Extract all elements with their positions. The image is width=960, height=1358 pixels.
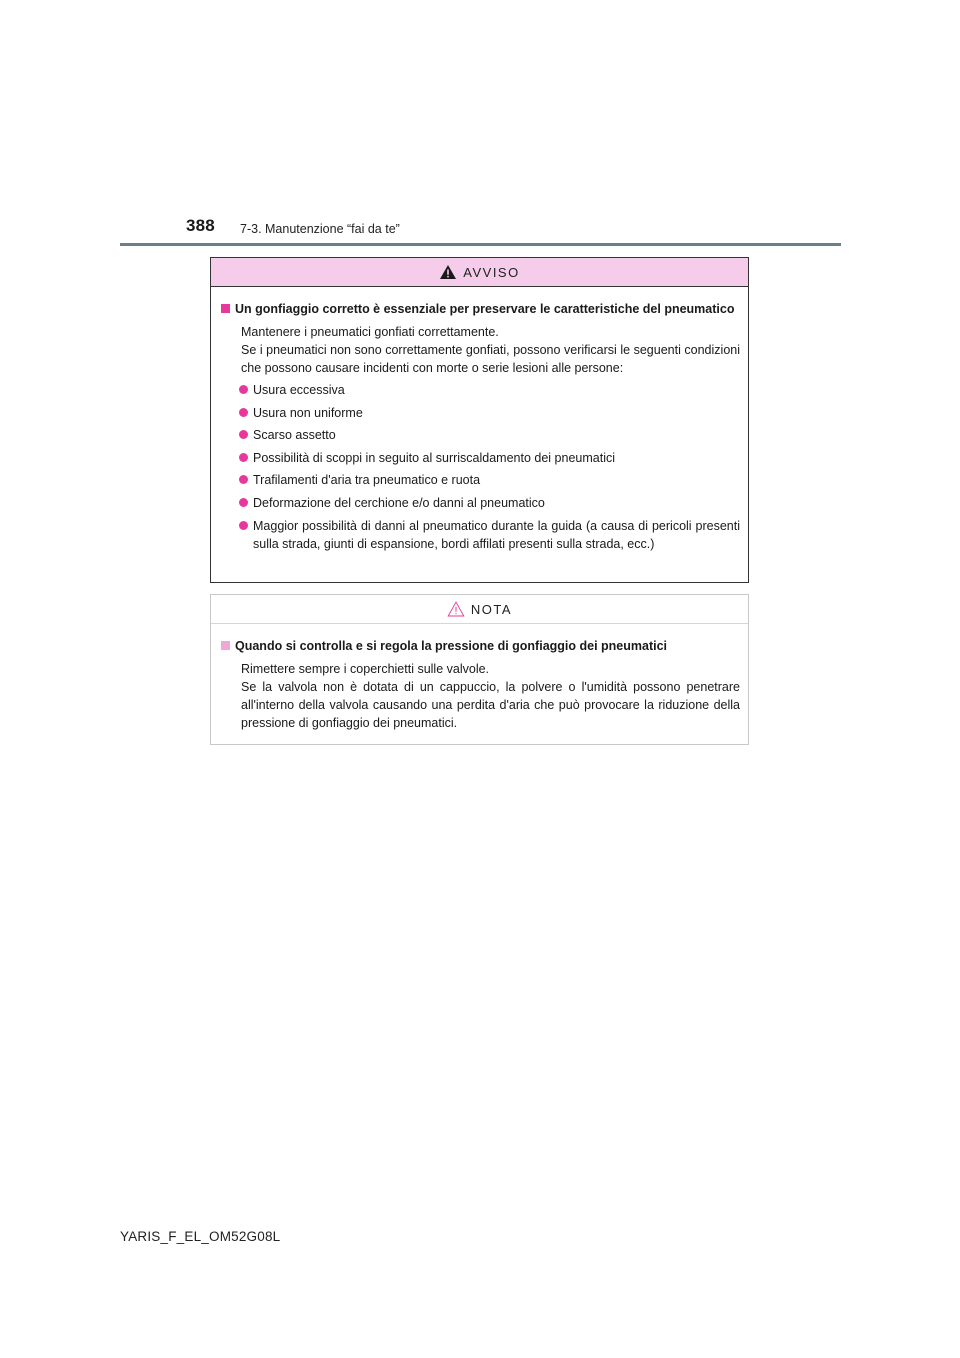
notice-text-line: Rimettere sempre i coperchietti sulle valvole.	[241, 662, 490, 676]
warning-box	[210, 257, 749, 583]
list-item	[221, 404, 740, 422]
list-item	[221, 471, 740, 489]
warning-box-header	[211, 258, 748, 287]
page-number: 388	[186, 216, 215, 235]
notice-heading-text: Quando si controlla e si regola la pressione di gonfiaggio dei pneumatici	[235, 639, 668, 653]
warning-heading	[221, 300, 740, 318]
section-title: 7-3. Manutenzione “fai da te”	[240, 222, 400, 236]
notice-label: NOTA	[470, 601, 513, 617]
circle-bullet-icon	[239, 430, 248, 439]
list-item-text: Deformazione del cerchione e/o danni al pneumatico	[253, 495, 545, 510]
list-item-text: Usura eccessiva	[253, 383, 345, 397]
warning-bullet-list	[221, 381, 740, 553]
notice-text	[221, 660, 740, 732]
warning-body	[211, 287, 748, 553]
list-item	[221, 426, 740, 444]
notice-text-line: Se la valvola non è dotata di un cappuccio, la polvere o l'umidità possono penetrare all'interno della valvola causando una perdita d'aria che può provocare la riduzione della pressione di gonfiaggio dei pneumatici.	[241, 680, 740, 730]
header-rule	[120, 243, 841, 246]
list-item-text: Possibilità di scoppi in seguito al surriscaldamento dei pneumatici	[253, 450, 615, 465]
circle-bullet-icon	[239, 385, 248, 394]
circle-bullet-icon	[239, 453, 248, 462]
document-code: YARIS_F_EL_OM52G08L	[120, 1229, 281, 1244]
warning-intro-line: Mantenere i pneumatici gonfiati correttamente.	[241, 325, 499, 339]
list-item	[221, 517, 740, 553]
warning-intro	[221, 323, 740, 377]
warning-triangle-icon	[439, 264, 457, 280]
circle-bullet-icon	[239, 498, 248, 507]
circle-bullet-icon	[239, 408, 248, 417]
notice-heading	[221, 637, 740, 655]
list-item-text: Maggior possibilità di danni al pneumatico durante la guida (a causa di pericoli presenti sulla strada, giunti di espansione, bordi affilati presenti sulla strada, ecc.)	[253, 518, 740, 551]
list-item	[221, 449, 740, 467]
list-item	[221, 381, 740, 399]
warning-heading-text: Un gonfiaggio corretto è essenziale per preservare le caratteristiche del pneumatico	[235, 302, 735, 316]
list-item	[221, 494, 740, 512]
circle-bullet-icon	[239, 475, 248, 484]
circle-bullet-icon	[239, 521, 248, 530]
square-bullet-icon	[221, 304, 230, 313]
list-item-text: Usura non uniforme	[253, 405, 363, 420]
list-item-text: Trafilamenti d'aria tra pneumatico e ruota	[253, 473, 481, 488]
list-item-text: Scarso assetto	[253, 428, 336, 443]
caution-outline-icon	[447, 601, 465, 617]
warning-label: AVVISO	[463, 264, 520, 280]
notice-box	[210, 594, 749, 745]
warning-intro-line: Se i pneumatici non sono correttamente gonfiati, possono verificarsi le seguenti condizioni che possono causare incidenti con morte o serie lesioni alle persone:	[241, 343, 740, 375]
notice-body	[211, 624, 748, 732]
square-bullet-icon	[221, 641, 230, 650]
notice-box-header	[211, 595, 748, 624]
